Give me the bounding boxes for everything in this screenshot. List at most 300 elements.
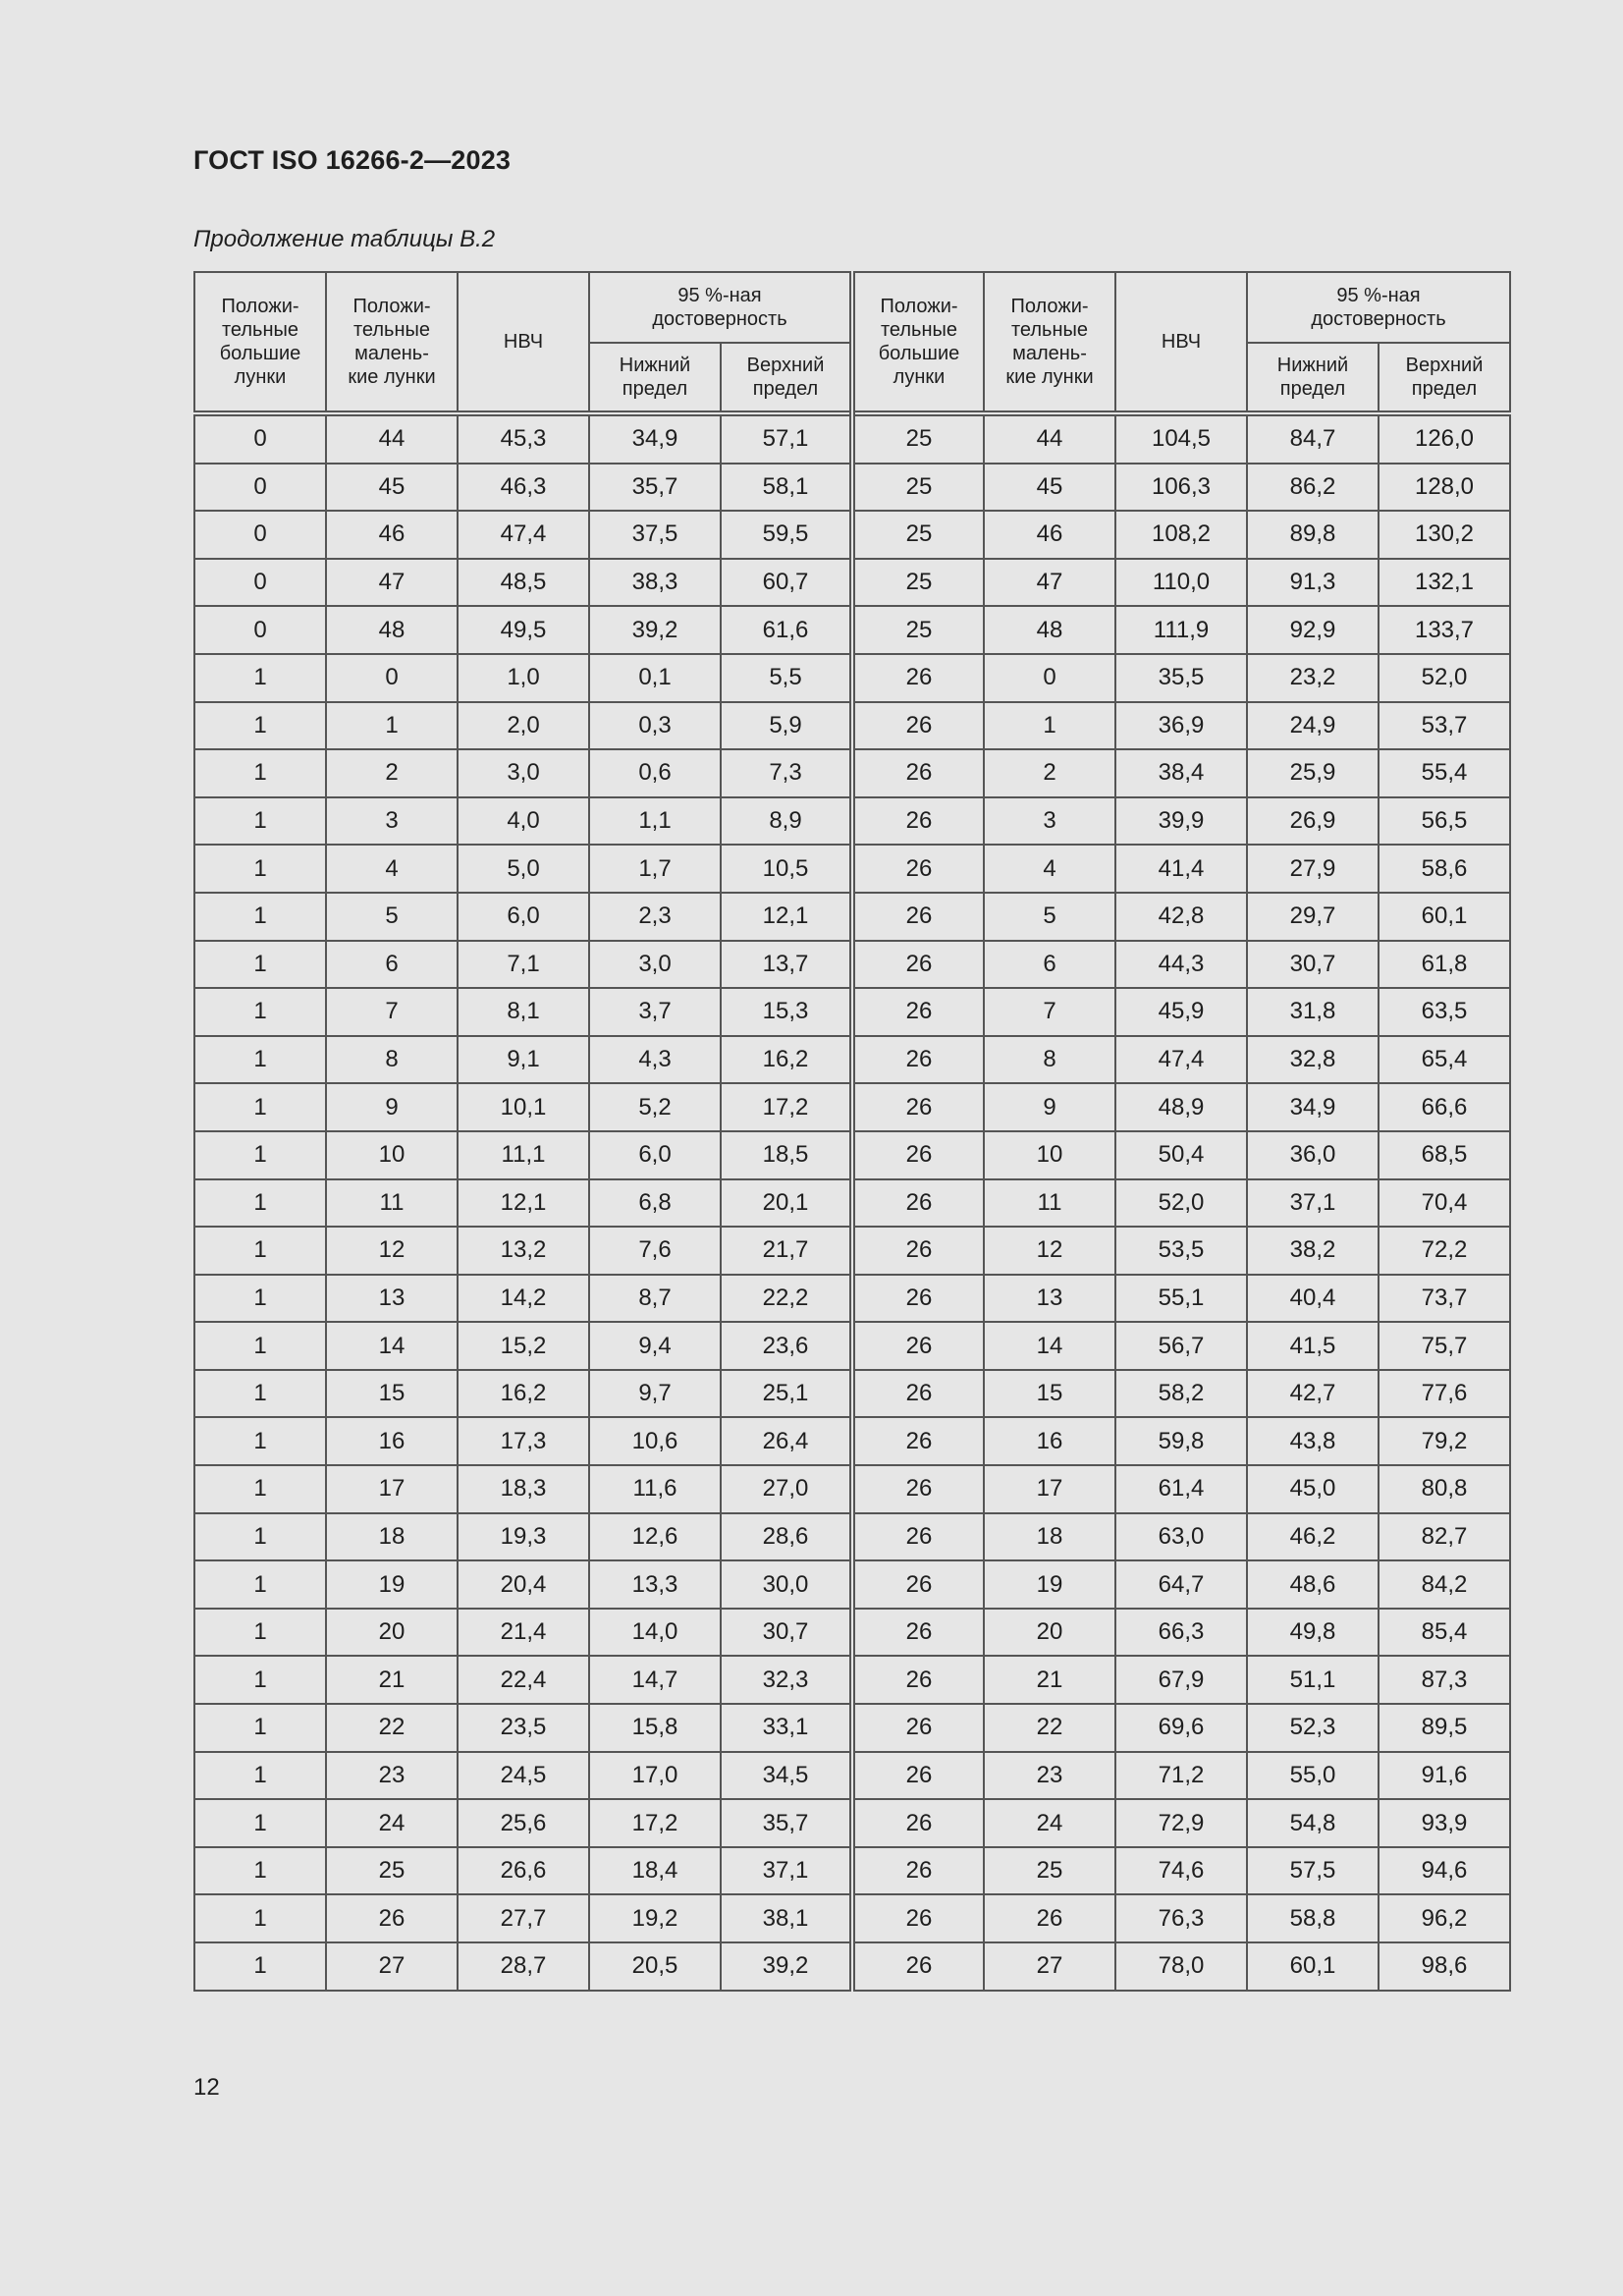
table-cell: 26,9 [1247,797,1379,846]
table-cell: 27 [984,1942,1115,1991]
table-cell: 1 [194,654,326,702]
table-row [194,1083,1510,1131]
table-cell: 1 [194,1227,326,1275]
table-cell: 18,4 [589,1847,721,1895]
table-cell: 55,4 [1379,749,1510,797]
table-cell: 15 [326,1370,458,1418]
table-row [194,1847,1510,1895]
table-cell: 17,0 [589,1752,721,1800]
table-cell: 0,1 [589,654,721,702]
table-cell: 110,0 [1115,559,1247,607]
table-cell: 6,8 [589,1179,721,1228]
table-cell: 108,2 [1115,511,1247,559]
table-cell: 23,6 [721,1322,852,1370]
table-cell: 0,3 [589,702,721,750]
table-cell: 26 [852,988,984,1036]
table-cell: 52,0 [1115,1179,1247,1228]
table-cell: 16,2 [458,1370,589,1418]
table-cell: 0 [194,559,326,607]
table-cell: 4 [326,845,458,893]
table-cell: 26 [852,1799,984,1847]
table-cell: 21,4 [458,1609,589,1657]
table-cell: 42,8 [1115,893,1247,941]
table-cell: 30,7 [721,1609,852,1657]
table-cell: 45,3 [458,413,589,464]
table-caption: Продолжение таблицы В.2 [193,226,496,252]
table-cell: 38,3 [589,559,721,607]
table-cell: 56,7 [1115,1322,1247,1370]
table-cell: 26 [852,1752,984,1800]
table-cell: 61,4 [1115,1465,1247,1513]
table-cell: 7,6 [589,1227,721,1275]
table-row [194,1752,1510,1800]
table-cell: 22,2 [721,1275,852,1323]
table-cell: 91,6 [1379,1752,1510,1800]
table-cell: 34,5 [721,1752,852,1800]
table-cell: 72,2 [1379,1227,1510,1275]
table-cell: 1 [194,702,326,750]
table-cell: 5,2 [589,1083,721,1131]
table-cell: 20,1 [721,1179,852,1228]
table-cell: 26 [852,1131,984,1179]
table-row [194,1227,1510,1275]
table-cell: 87,3 [1379,1656,1510,1704]
table-row [194,1322,1510,1370]
table-cell: 5,9 [721,702,852,750]
table-cell: 68,5 [1379,1131,1510,1179]
table-cell: 9,4 [589,1322,721,1370]
table-cell: 38,4 [1115,749,1247,797]
table-cell: 65,4 [1379,1036,1510,1084]
table-cell: 2,3 [589,893,721,941]
table-cell: 26 [852,797,984,846]
table-row [194,464,1510,512]
table-cell: 1 [194,1083,326,1131]
table-cell: 5,0 [458,845,589,893]
table-cell: 27 [326,1942,458,1991]
table-cell: 32,8 [1247,1036,1379,1084]
table-cell: 34,9 [1247,1083,1379,1131]
table-row [194,1465,1510,1513]
table-row [194,1609,1510,1657]
table-cell: 6 [326,941,458,989]
table-cell: 132,1 [1379,559,1510,607]
table-cell: 52,3 [1247,1704,1379,1752]
table-cell: 24 [326,1799,458,1847]
table-cell: 1 [194,1131,326,1179]
table-cell: 14,2 [458,1275,589,1323]
header-confidence-right: 95 %-ная достоверность [1247,272,1510,343]
table-cell: 7 [984,988,1115,1036]
table-cell: 21 [326,1656,458,1704]
header-lower-limit: Нижний предел [589,343,721,413]
table-cell: 0 [194,511,326,559]
table-cell: 1 [194,1417,326,1465]
table-cell: 10 [984,1131,1115,1179]
table-cell: 46 [326,511,458,559]
table-cell: 48 [984,606,1115,654]
table-cell: 86,2 [1247,464,1379,512]
table-row [194,1656,1510,1704]
table-row [194,1036,1510,1084]
table-cell: 17 [326,1465,458,1513]
table-cell: 15 [984,1370,1115,1418]
table-cell: 25,1 [721,1370,852,1418]
table-row [194,893,1510,941]
table-cell: 1 [194,1847,326,1895]
table-cell: 26 [852,1465,984,1513]
table-cell: 26 [852,1513,984,1561]
table-cell: 47 [326,559,458,607]
table-cell: 23,5 [458,1704,589,1752]
table-cell: 91,3 [1247,559,1379,607]
header-small-wells-right: Положи- тельные малень- кие лунки [984,272,1115,413]
table-cell: 8,1 [458,988,589,1036]
table-cell: 14 [326,1322,458,1370]
table-row [194,1179,1510,1228]
table-cell: 47,4 [458,511,589,559]
table-row [194,413,1510,464]
table-row [194,988,1510,1036]
table-cell: 9,7 [589,1370,721,1418]
table-cell: 26 [852,1847,984,1895]
table-cell: 22,4 [458,1656,589,1704]
table-cell: 46 [984,511,1115,559]
table-cell: 10,1 [458,1083,589,1131]
table-cell: 25 [852,559,984,607]
table-cell: 25 [852,511,984,559]
table-cell: 50,4 [1115,1131,1247,1179]
table-cell: 8,9 [721,797,852,846]
table-cell: 58,6 [1379,845,1510,893]
table-cell: 26 [852,1704,984,1752]
header-lower-limit-right: Нижний предел [1247,343,1379,413]
table-cell: 1 [984,702,1115,750]
table-cell: 72,9 [1115,1799,1247,1847]
table-cell: 19 [326,1560,458,1609]
table-cell: 26 [852,893,984,941]
table-cell: 82,7 [1379,1513,1510,1561]
table-cell: 3 [984,797,1115,846]
table-cell: 25,9 [1247,749,1379,797]
mpn-table [193,271,1511,1992]
table-cell: 1 [194,1370,326,1418]
table-cell: 21 [984,1656,1115,1704]
table-cell: 55,0 [1247,1752,1379,1800]
table-cell: 7,1 [458,941,589,989]
table-cell: 10 [326,1131,458,1179]
table-cell: 61,8 [1379,941,1510,989]
table-cell: 111,9 [1115,606,1247,654]
table-cell: 11 [326,1179,458,1228]
table-cell: 9 [326,1083,458,1131]
table-cell: 24,5 [458,1752,589,1800]
table-cell: 45,0 [1247,1465,1379,1513]
table-cell: 60,7 [721,559,852,607]
table-cell: 25,6 [458,1799,589,1847]
table-cell: 49,8 [1247,1609,1379,1657]
table-cell: 39,9 [1115,797,1247,846]
table-cell: 53,5 [1115,1227,1247,1275]
table-cell: 58,8 [1247,1894,1379,1942]
table-cell: 1,7 [589,845,721,893]
table-cell: 13,2 [458,1227,589,1275]
table-cell: 5 [984,893,1115,941]
table-cell: 64,7 [1115,1560,1247,1609]
table-cell: 3,7 [589,988,721,1036]
table-cell: 16 [326,1417,458,1465]
table-cell: 63,5 [1379,988,1510,1036]
table-cell: 20,5 [589,1942,721,1991]
table-cell: 47,4 [1115,1036,1247,1084]
table-cell: 26 [852,1417,984,1465]
table-cell: 9,1 [458,1036,589,1084]
table-header [194,272,1510,413]
table-cell: 2 [984,749,1115,797]
table-cell: 43,8 [1247,1417,1379,1465]
table-cell: 38,2 [1247,1227,1379,1275]
table-cell: 26 [852,941,984,989]
table-cell: 44 [984,413,1115,464]
table-cell: 14,7 [589,1656,721,1704]
header-mpn: НВЧ [458,272,589,413]
table-cell: 16,2 [721,1036,852,1084]
table-cell: 44,3 [1115,941,1247,989]
table-cell: 24 [984,1799,1115,1847]
table-cell: 0 [194,464,326,512]
table-cell: 37,1 [721,1847,852,1895]
table-cell: 48,5 [458,559,589,607]
table-cell: 23 [326,1752,458,1800]
table-cell: 60,1 [1247,1942,1379,1991]
table-cell: 59,8 [1115,1417,1247,1465]
table-cell: 12 [984,1227,1115,1275]
table-cell: 7,3 [721,749,852,797]
document-code: ГОСТ ISO 16266-2—2023 [193,145,512,175]
table-cell: 46,3 [458,464,589,512]
table-cell: 26 [852,1227,984,1275]
table-cell: 69,6 [1115,1704,1247,1752]
table-cell: 20 [984,1609,1115,1657]
table-cell: 9 [984,1083,1115,1131]
table-cell: 26 [852,749,984,797]
table-cell: 21,7 [721,1227,852,1275]
page-number: 12 [193,2074,220,2101]
table-body [194,413,1510,1991]
table-cell: 26 [852,1609,984,1657]
table-cell: 4,0 [458,797,589,846]
table-cell: 84,2 [1379,1560,1510,1609]
table-cell: 1 [194,845,326,893]
table-cell: 27,9 [1247,845,1379,893]
table-cell: 12,1 [721,893,852,941]
table-row [194,1942,1510,1991]
table-cell: 26,4 [721,1417,852,1465]
table-cell: 0 [194,606,326,654]
table-cell: 0 [984,654,1115,702]
table-cell: 4,3 [589,1036,721,1084]
table-cell: 49,5 [458,606,589,654]
table-cell: 128,0 [1379,464,1510,512]
table-cell: 1,0 [458,654,589,702]
table-row [194,559,1510,607]
table-cell: 14 [984,1322,1115,1370]
table-cell: 24,9 [1247,702,1379,750]
table-cell: 1 [194,1513,326,1561]
table-cell: 27,0 [721,1465,852,1513]
table-cell: 3,0 [458,749,589,797]
header-large-wells-right: Положи- тельные большие лунки [852,272,984,413]
table-cell: 56,5 [1379,797,1510,846]
table-cell: 1 [194,1322,326,1370]
table-cell: 70,4 [1379,1179,1510,1228]
table-row [194,511,1510,559]
table-cell: 1 [194,941,326,989]
table-cell: 58,2 [1115,1370,1247,1418]
table-cell: 1 [194,893,326,941]
table-cell: 5 [326,893,458,941]
table-cell: 66,6 [1379,1083,1510,1131]
table-cell: 6,0 [589,1131,721,1179]
table-cell: 57,5 [1247,1847,1379,1895]
table-cell: 26 [852,1942,984,1991]
table-cell: 40,4 [1247,1275,1379,1323]
header-upper-limit: Верхний предел [721,343,852,413]
table-cell: 18 [984,1513,1115,1561]
table-cell: 46,2 [1247,1513,1379,1561]
table-cell: 48,9 [1115,1083,1247,1131]
table-cell: 17,2 [589,1799,721,1847]
table-cell: 26 [852,1179,984,1228]
table-cell: 11,1 [458,1131,589,1179]
table-cell: 94,6 [1379,1847,1510,1895]
table-cell: 26 [852,1083,984,1131]
table-cell: 96,2 [1379,1894,1510,1942]
table-cell: 33,1 [721,1704,852,1752]
table-cell: 2,0 [458,702,589,750]
table-cell: 60,1 [1379,893,1510,941]
table-cell: 30,0 [721,1560,852,1609]
table-cell: 3 [326,797,458,846]
table-cell: 73,7 [1379,1275,1510,1323]
table-cell: 63,0 [1115,1513,1247,1561]
table-cell: 12,6 [589,1513,721,1561]
table-row [194,1417,1510,1465]
table-cell: 104,5 [1115,413,1247,464]
table-cell: 39,2 [589,606,721,654]
table-row [194,749,1510,797]
table-cell: 25 [852,606,984,654]
table-row [194,1513,1510,1561]
table-cell: 26 [852,845,984,893]
table-cell: 53,7 [1379,702,1510,750]
table-cell: 26,6 [458,1847,589,1895]
table-cell: 1 [194,1704,326,1752]
table-cell: 12,1 [458,1179,589,1228]
table-cell: 1 [326,702,458,750]
table-cell: 26 [852,1656,984,1704]
table-cell: 71,2 [1115,1752,1247,1800]
table-cell: 38,1 [721,1894,852,1942]
table-row [194,654,1510,702]
table-cell: 8 [984,1036,1115,1084]
table-cell: 51,1 [1247,1656,1379,1704]
table-row [194,1560,1510,1609]
table-cell: 7 [326,988,458,1036]
table-cell: 15,8 [589,1704,721,1752]
table-cell: 1 [194,988,326,1036]
table-cell: 27,7 [458,1894,589,1942]
table-cell: 0,6 [589,749,721,797]
table-cell: 59,5 [721,511,852,559]
table-row [194,702,1510,750]
table-cell: 0 [194,413,326,464]
table-cell: 45 [984,464,1115,512]
table-cell: 22 [984,1704,1115,1752]
table-cell: 1 [194,1752,326,1800]
table-row [194,1894,1510,1942]
table-row [194,1370,1510,1418]
table-row [194,1131,1510,1179]
table-cell: 11 [984,1179,1115,1228]
table-cell: 15,2 [458,1322,589,1370]
table-cell: 23 [984,1752,1115,1800]
table-cell: 6,0 [458,893,589,941]
table-cell: 34,9 [589,413,721,464]
table-cell: 26 [852,1560,984,1609]
table-cell: 19,2 [589,1894,721,1942]
table-cell: 1 [194,1275,326,1323]
table-cell: 10,5 [721,845,852,893]
table-cell: 106,3 [1115,464,1247,512]
table-cell: 41,5 [1247,1322,1379,1370]
table-cell: 14,0 [589,1609,721,1657]
table-cell: 25 [984,1847,1115,1895]
table-cell: 47 [984,559,1115,607]
table-cell: 1 [194,1799,326,1847]
table-cell: 1 [194,1179,326,1228]
table-cell: 16 [984,1417,1115,1465]
table-cell: 58,1 [721,464,852,512]
table-cell: 10,6 [589,1417,721,1465]
table-cell: 26 [852,1036,984,1084]
table-cell: 89,5 [1379,1704,1510,1752]
table-cell: 126,0 [1379,413,1510,464]
table-cell: 74,6 [1115,1847,1247,1895]
header-small-wells: Положи- тельные малень- кие лунки [326,272,458,413]
table-cell: 37,1 [1247,1179,1379,1228]
table-cell: 26 [852,1275,984,1323]
table-cell: 3,0 [589,941,721,989]
table-cell: 93,9 [1379,1799,1510,1847]
table-cell: 45 [326,464,458,512]
table-cell: 25 [852,464,984,512]
table-cell: 30,7 [1247,941,1379,989]
table-cell: 13,7 [721,941,852,989]
table-cell: 1 [194,1465,326,1513]
table-cell: 13 [984,1275,1115,1323]
table-cell: 1 [194,1942,326,1991]
table-cell: 13,3 [589,1560,721,1609]
table-cell: 25 [852,413,984,464]
table-cell: 1,1 [589,797,721,846]
table-cell: 6 [984,941,1115,989]
table-cell: 1 [194,1894,326,1942]
table-cell: 37,5 [589,511,721,559]
header-confidence: 95 %-ная достоверность [589,272,852,343]
table-cell: 133,7 [1379,606,1510,654]
table-cell: 22 [326,1704,458,1752]
